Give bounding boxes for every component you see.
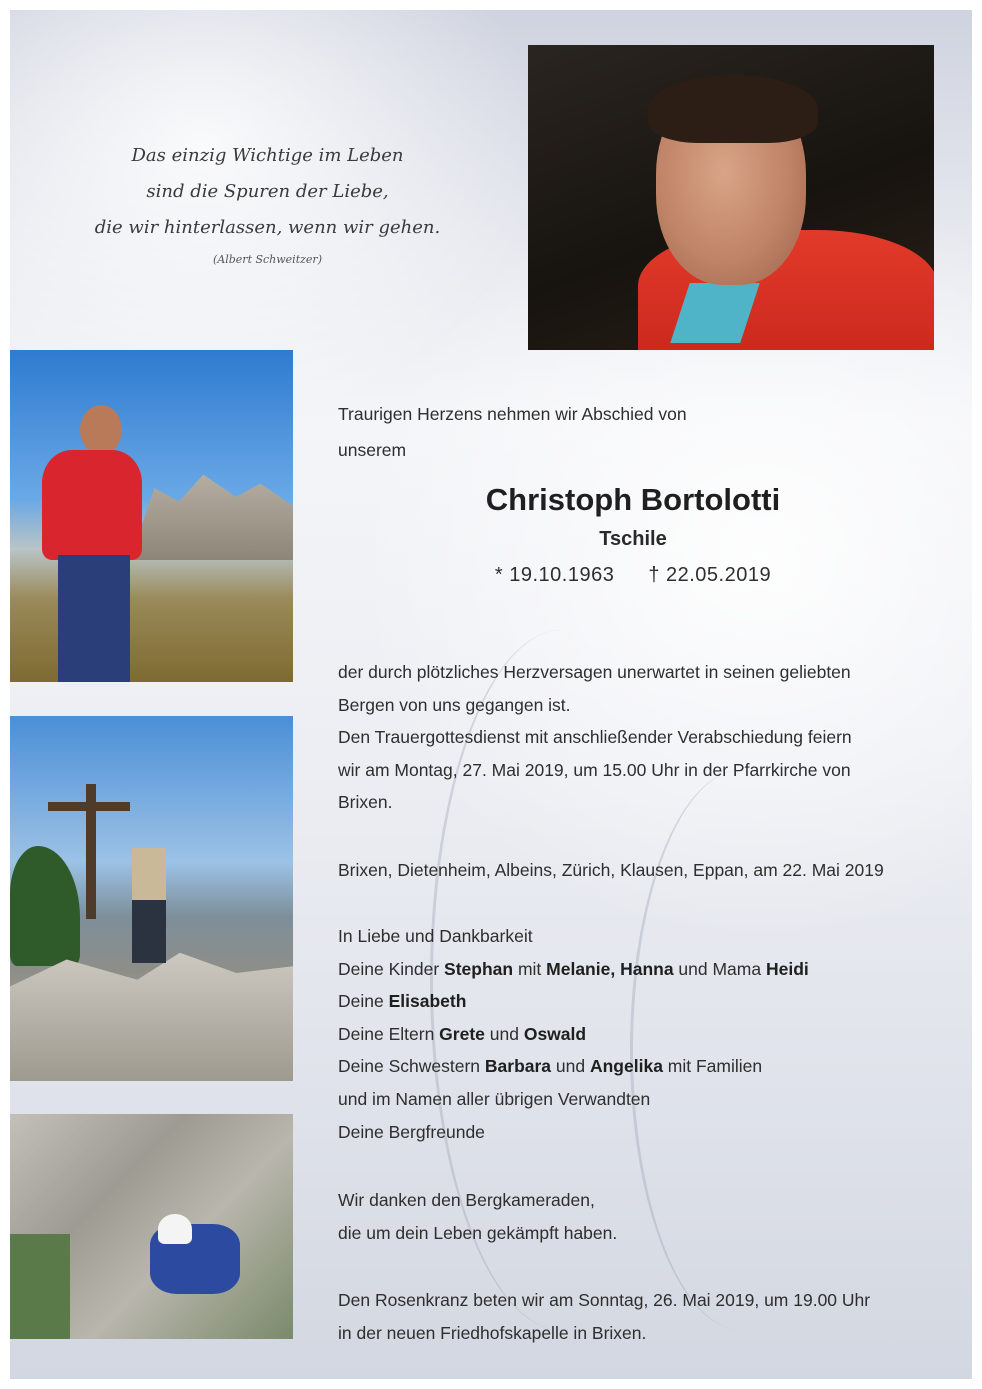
deceased-name: Christoph Bortolotti bbox=[485, 482, 781, 517]
thanks-line: die um dein Leben gekämpft haben. bbox=[338, 1222, 618, 1243]
birth-date: * 19.10.1963 bbox=[494, 564, 615, 586]
climbing-photo bbox=[10, 1114, 293, 1339]
hiking-photo bbox=[10, 350, 293, 682]
place-date: Brixen, Dietenheim, Albeins, Zürich, Klausen, Eppan, am 22. Mai 2019 bbox=[338, 860, 884, 880]
mourners-relatives: und im Namen aller übrigen Verwandten bbox=[338, 1088, 651, 1109]
intro-text bbox=[338, 396, 687, 468]
announcement-line: Bergen von uns gegangen ist. bbox=[338, 694, 571, 715]
quote-block bbox=[70, 138, 465, 270]
intro-line: Traurigen Herzens nehmen wir Abschied von bbox=[338, 404, 687, 424]
place-date-line bbox=[338, 854, 948, 887]
announcement-paragraph bbox=[338, 656, 948, 819]
summit-cross-photo bbox=[10, 716, 293, 1081]
rosary-line: in der neuen Friedhofskapelle in Brixen. bbox=[338, 1322, 647, 1343]
obituary-page bbox=[10, 10, 972, 1379]
mourners-friends: Deine Bergfreunde bbox=[338, 1121, 485, 1142]
announcement-line: Brixen. bbox=[338, 792, 393, 813]
deceased-block bbox=[338, 480, 928, 592]
mourners-sisters: Deine Schwestern Barbara und Angelika mit Familien bbox=[338, 1056, 763, 1077]
portrait-photo bbox=[528, 45, 934, 350]
quote-line: sind die Spuren der Liebe, bbox=[146, 181, 389, 202]
life-dates bbox=[338, 558, 928, 592]
announcement-line: der durch plötzliches Herzversagen unerwartet in seinen geliebten bbox=[338, 662, 851, 682]
deceased-nickname: Tschile bbox=[599, 528, 667, 550]
thanks-paragraph bbox=[338, 1184, 948, 1249]
mourners-partner: Deine Elisabeth bbox=[338, 991, 467, 1012]
thanks-line: Wir danken den Bergkameraden, bbox=[338, 1190, 595, 1210]
mourners-children: Deine Kinder Stephan mit Melanie, Hanna und Mama Heidi bbox=[338, 958, 809, 979]
quote-line: die wir hinterlassen, wenn wir gehen. bbox=[94, 217, 441, 238]
intro-line: unserem bbox=[338, 440, 407, 460]
mourners-list bbox=[338, 920, 948, 1148]
rosary-paragraph bbox=[338, 1284, 948, 1349]
death-date: † 22.05.2019 bbox=[648, 564, 772, 586]
quote-line: Das einzig Wichtige im Leben bbox=[131, 145, 404, 166]
rosary-line: Den Rosenkranz beten wir am Sonntag, 26. Mai 2019, um 19.00 Uhr bbox=[338, 1290, 871, 1310]
announcement-line: wir am Montag, 27. Mai 2019, um 15.00 Uhr in der Pfarrkirche von bbox=[338, 759, 851, 780]
mourners-parents: Deine Eltern Grete und Oswald bbox=[338, 1023, 587, 1044]
announcement-line: Den Trauergottesdienst mit anschließender Verabschiedung feiern bbox=[338, 727, 852, 748]
mourners-heading: In Liebe und Dankbarkeit bbox=[338, 926, 533, 946]
quote-author: (Albert Schweitzer) bbox=[213, 253, 322, 266]
